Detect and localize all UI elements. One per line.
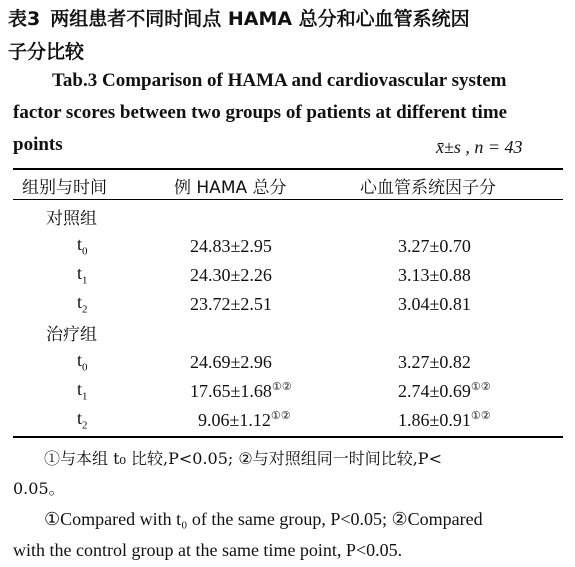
stat-note: x̄±s , n = 43	[436, 137, 523, 157]
note-cn-line1: ①与本组 t₀ 比较,P<0.05; ②与对照组同一时间比较,P<	[44, 449, 442, 468]
time-label: $t_1$	[77, 263, 88, 287]
group-label-treatment: 治疗组	[46, 325, 97, 345]
table-number: 表3	[8, 8, 41, 30]
note-en-line2: with the control group at the same time point, P<0.05.	[13, 540, 403, 560]
col-header-group-time: 组别与时间	[22, 178, 107, 198]
cell-cv: 1.86±0.91①②	[398, 409, 491, 430]
cell-cv: 3.04±0.81	[398, 294, 471, 314]
col-header-cv: 心血管系统因子分	[360, 178, 496, 198]
cell-cv: 3.27±0.82	[398, 352, 471, 372]
cell-cv: 3.13±0.88	[398, 265, 471, 285]
table-title-cn	[8, 4, 470, 31]
table-title-en-line1: Tab.3 Comparison of HAMA and cardiovascular system	[52, 70, 507, 91]
time-label: $t_2$	[77, 292, 88, 316]
cell-hama: 24.69±2.96	[190, 352, 272, 372]
group-label-control: 对照组	[46, 209, 97, 229]
table-header-rule	[13, 199, 563, 200]
table-title-cn-text: 两组患者不同时间点 HAMA 总分和心血管系统因	[50, 8, 470, 30]
cell-hama: 17.65±1.68①②	[190, 380, 292, 401]
table-title-en-line3: points	[13, 134, 63, 155]
time-label: $t_2$	[77, 408, 88, 432]
time-label: $t_0$	[77, 350, 88, 374]
table-title-cn-cont: 子分比较	[8, 41, 85, 63]
note-en-line1: ①Compared with t₀ of the same group, P<0.05; ②Compared	[44, 509, 483, 529]
time-label: $t_1$	[77, 379, 88, 403]
table-top-rule	[13, 168, 563, 170]
cell-hama: 23.72±2.51	[190, 294, 272, 314]
note-cn-line2: 0.05。	[13, 479, 65, 498]
time-label: $t_0$	[77, 234, 88, 258]
col-header-hama: 例 HAMA 总分	[174, 178, 287, 198]
table-bottom-rule	[13, 436, 563, 438]
cell-cv: 2.74±0.69①②	[398, 380, 491, 401]
cell-hama: 9.06±1.12①②	[198, 409, 291, 430]
cell-cv: 3.27±0.70	[398, 236, 471, 256]
cell-hama: 24.30±2.26	[190, 265, 272, 285]
cell-hama: 24.83±2.95	[190, 236, 272, 256]
table-title-en-line2: factor scores between two groups of patients at different time	[13, 102, 508, 123]
